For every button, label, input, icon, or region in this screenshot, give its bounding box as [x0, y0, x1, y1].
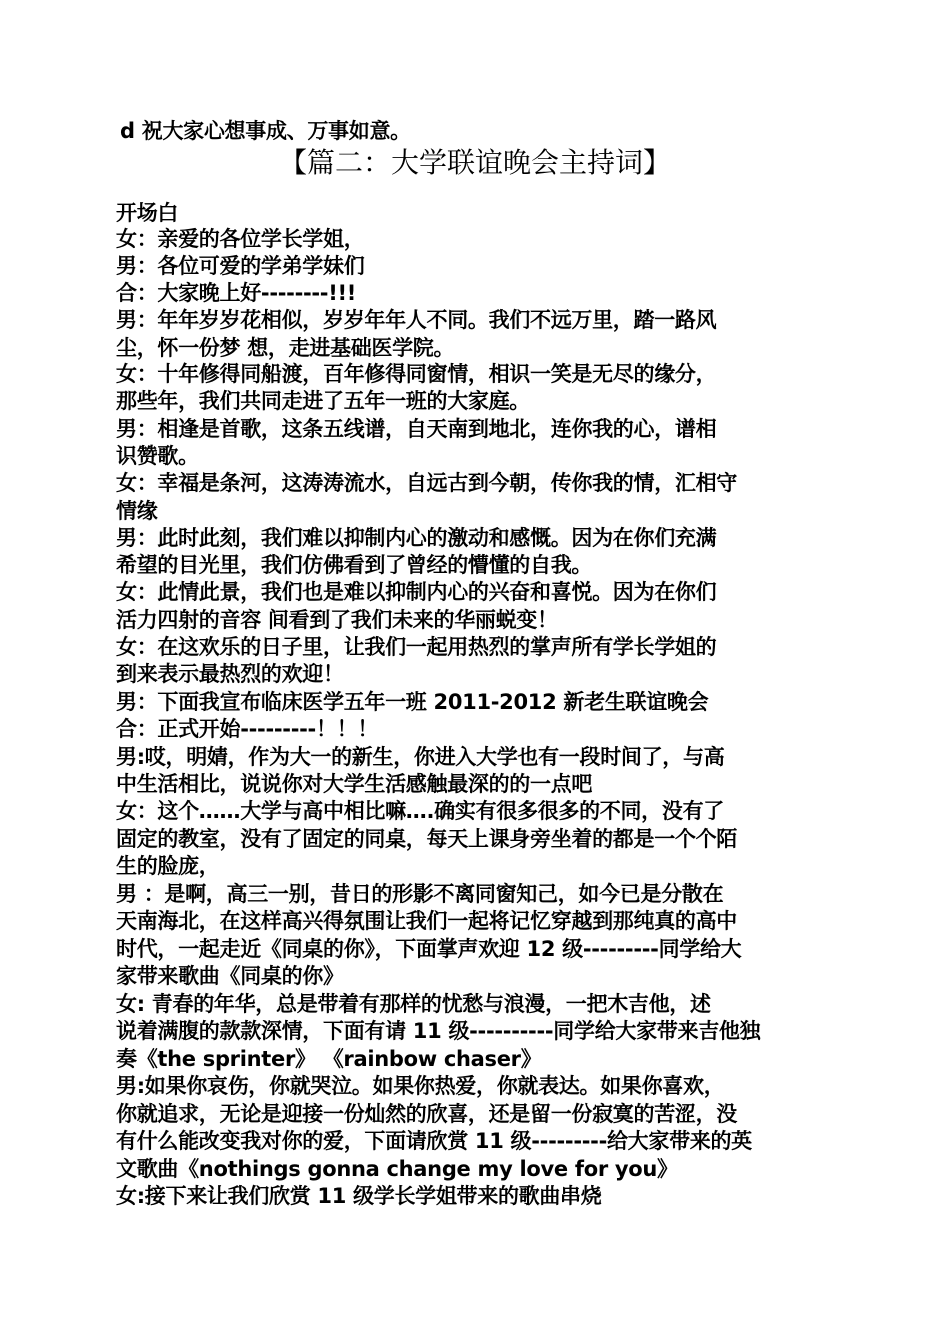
text-line: 女: 青春的年华，总是带着有那样的忧愁与浪漫，一把木吉他，述 [116, 992, 711, 1016]
text-line: 奏《the sprinter》 《rainbow chaser》 [116, 1047, 542, 1071]
text-line: 男:哎，明婧，作为大一的新生，你进入大学也有一段时间了，与高 [116, 745, 725, 769]
text-line: 生的脸庞， [116, 854, 220, 878]
text-line: 女：十年修得同船渡，百年修得同窗情，相识一笑是无尽的缘分， [116, 362, 717, 386]
text-line: 希望的目光里，我们仿佛看到了曾经的懵懂的自我。 [116, 553, 593, 577]
text-line: 男：下面我宣布临床医学五年一班 2011-2012 新老生联谊晚会 [116, 690, 709, 714]
text-line: 时代，一起走近《同桌的你》，下面掌声欢迎 12 级---------同学给大 [116, 937, 742, 961]
text-line: 中生活相比，说说你对大学生活感触最深的的一点吧 [116, 772, 593, 796]
text-line: 女：在这欢乐的日子里，让我们一起用热烈的掌声所有学长学姐的 [116, 635, 717, 659]
text-line: 固定的教室，没有了固定的同桌，每天上课身旁坐着的都是一个个陌 [116, 827, 737, 851]
text-line: 合：正式开始---------！！！ [116, 717, 379, 741]
text-line: 女:接下来让我们欣赏 11 级学长学姐带来的歌曲串烧 [116, 1184, 602, 1208]
text-line: 文歌曲《nothings gonna change my love for you》 [116, 1157, 678, 1181]
text-line: 你就追求，无论是迎接一份灿然的欣喜，还是留一份寂寞的苦涩，没 [116, 1102, 737, 1126]
text-line: 男:如果你哀伤，你就哭泣。如果你热爱，你就表达。如果你喜欢， [116, 1074, 725, 1098]
text-line: 男：此时此刻，我们难以抑制内心的激动和感慨。因为在你们充满 [116, 526, 717, 550]
text-line: 到来表示最热烈的欢迎！ [116, 662, 344, 686]
text-line: 说着满腹的款款深情，下面有请 11 级----------同学给大家带来吉他独 [116, 1019, 761, 1043]
intro-line: d 祝大家心想事成、万事如意。 [120, 119, 411, 143]
text-line: 识赞歌。 [116, 444, 199, 468]
text-line: 活力四射的音容 间看到了我们未来的华丽蜕变！ [116, 608, 558, 632]
text-line: 合：大家晚上好--------!!! [116, 281, 357, 305]
text-line: 开场白 [116, 201, 179, 225]
text-line: 女：这个……大学与高中相比嘛….确实有很多很多的不同，没有了 [116, 799, 724, 823]
section-title: 【篇二：大学联谊晚会主持词】 [278, 146, 671, 179]
text-line: 女：幸福是条河，这涛涛流水，自远古到今朝，传你我的情，汇相守 [116, 471, 737, 495]
text-line: 那些年，我们共同走进了五年一班的大家庭。 [116, 389, 530, 413]
text-line: 有什么能改变我对你的爱，下面请欣赏 11 级---------给大家带来的英 [116, 1129, 752, 1153]
text-line: 女：亲爱的各位学长学姐， [116, 227, 365, 251]
text-line: 男：年年岁岁花相似，岁岁年年人不同。我们不远万里，踏一路风 [116, 308, 717, 332]
text-line: 天南海北，在这样高兴得氛围让我们一起将记忆穿越到那纯真的高中 [116, 909, 737, 933]
text-line: 情缘 [116, 499, 158, 523]
text-line: 男：各位可爱的学弟学妹们 [116, 254, 365, 278]
text-line: 尘，怀一份梦 想，走进基础医学院。 [116, 336, 455, 360]
text-line: 男：相逢是首歌，这条五线谱，自天南到地北，连你我的心，谱相 [116, 417, 717, 441]
text-line: 女：此情此景，我们也是难以抑制内心的兴奋和喜悦。因为在你们 [116, 580, 717, 604]
text-line: 家带来歌曲《同桌的你》 [116, 964, 344, 988]
text-line: 男 ：是啊，高三一别，昔日的形影不离同窗知己，如今已是分散在 [116, 882, 724, 906]
